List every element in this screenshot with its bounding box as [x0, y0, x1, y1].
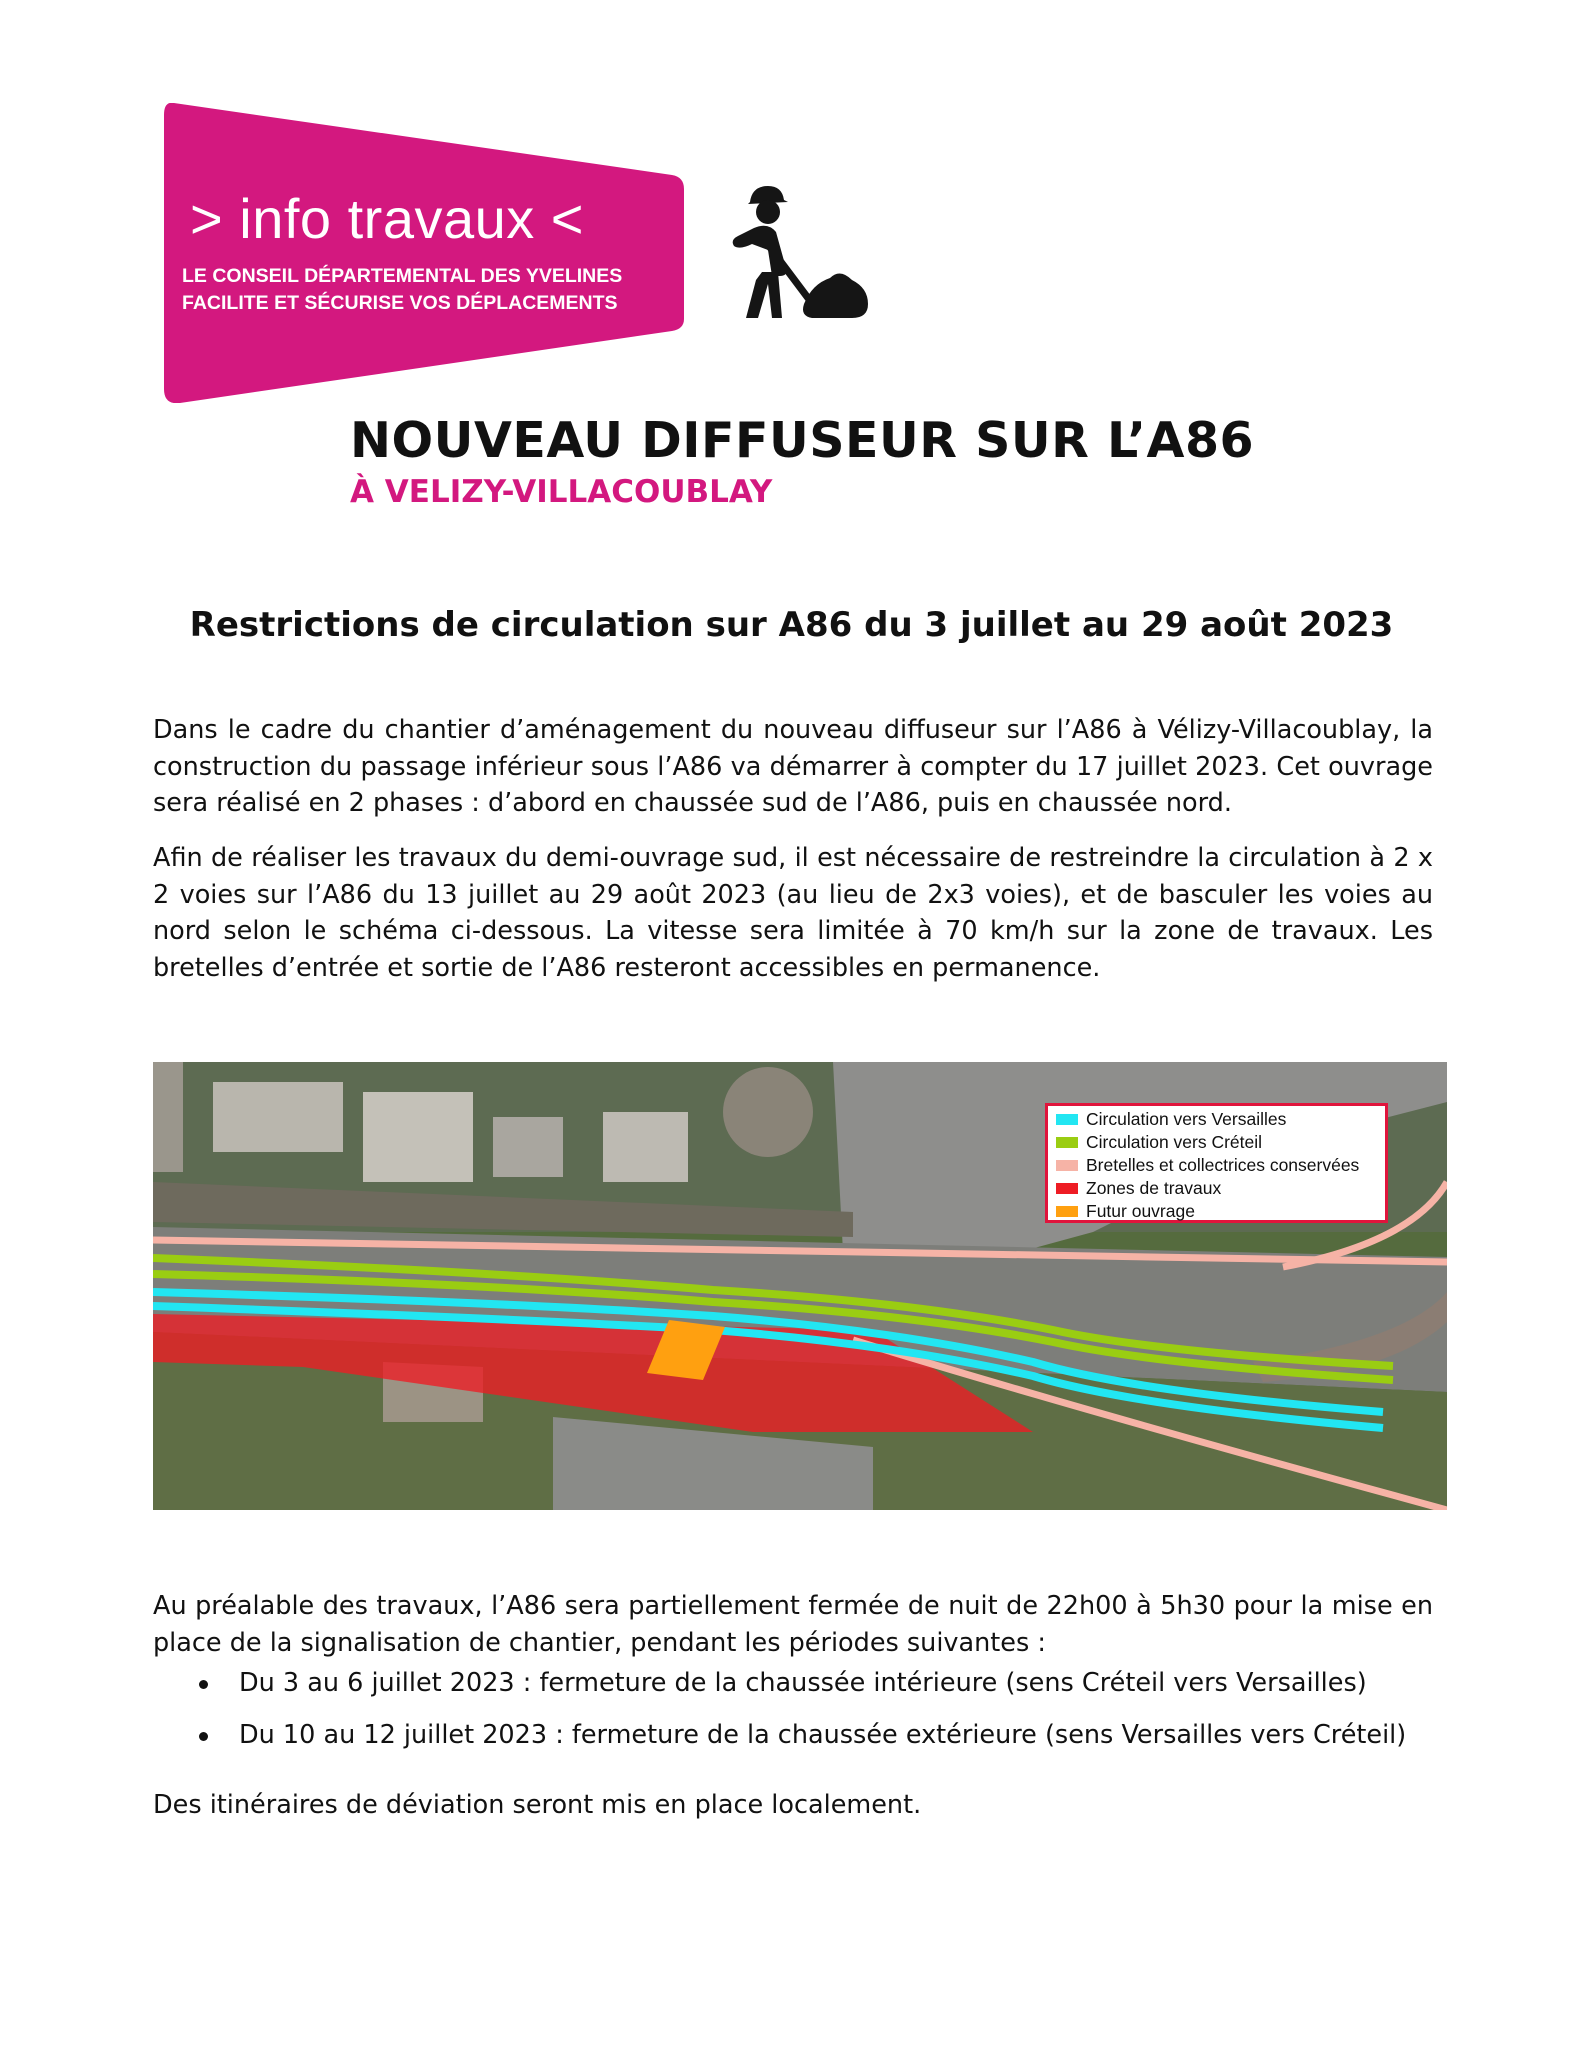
- list-item: Du 3 au 6 juillet 2023 : fermeture de la chaussée intérieure (sens Créteil vers Versailles): [153, 1665, 1443, 1702]
- page-title: NOUVEAU DIFFUSEUR SUR L’A86: [350, 412, 1255, 469]
- legend-item-futur-ouvrage: Futur ouvrage: [1056, 1200, 1195, 1222]
- legend-item-creteil: Circulation vers Créteil: [1056, 1131, 1262, 1153]
- road-worker-icon: [712, 180, 870, 320]
- paragraph-detours: Des itinéraires de déviation seront mis en place localement.: [153, 1790, 922, 1820]
- paragraph-night-closures: Au préalable des travaux, l’A86 sera partiellement fermée de nuit de 22h00 à 5h30 pour la mise en place de la signalisation de chantier, pendant les périodes suivantes :: [153, 1591, 1433, 1658]
- closure-periods-list: [153, 1665, 1443, 1768]
- info-travaux-banner: [164, 103, 684, 403]
- legend-swatch: [1056, 1137, 1078, 1148]
- page-subtitle: À VELIZY-VILLACOUBLAY: [350, 474, 773, 510]
- legend-swatch: [1056, 1206, 1078, 1217]
- legend-swatch: [1056, 1114, 1078, 1125]
- legend-swatch: [1056, 1183, 1078, 1194]
- legend-item-bretelles: Bretelles et collectrices conservées: [1056, 1154, 1359, 1176]
- banner-title: > info travaux <: [190, 187, 585, 250]
- banner-shape: [164, 103, 684, 403]
- banner-subtitle-line1: LE CONSEIL DÉPARTEMENTAL DES YVELINES: [182, 265, 623, 287]
- banner-subtitle-line2: FACILITE ET SÉCURISE VOS DÉPLACEMENTS: [182, 292, 618, 314]
- bullet-icon: [199, 1680, 208, 1689]
- section-heading: Restrictions de circulation sur A86 du 3 juillet au 29 août 2023: [189, 605, 1394, 645]
- legend-item-zones-travaux: Zones de travaux: [1056, 1177, 1221, 1199]
- list-item: Du 10 au 12 juillet 2023 : fermeture de la chaussée extérieure (sens Versailles vers Créteil): [153, 1717, 1443, 1754]
- bullet-icon: [199, 1732, 208, 1741]
- legend-item-versailles: Circulation vers Versailles: [1056, 1108, 1286, 1130]
- legend-swatch: [1056, 1160, 1078, 1171]
- map-legend: [1045, 1103, 1388, 1223]
- paragraph-intro: Dans le cadre du chantier d’aménagement du nouveau diffuseur sur l’A86 à Vélizy-Villacoublay, la construction du passage inférieur sous l’A86 va démarrer à compter du 17 juillet 2023. Cet ouvrage sera réalisé en 2 phases : d’abord en chaussée sud de l’A86, puis en chaussée nord.: [153, 715, 1433, 818]
- paragraph-restrictions: Afin de réaliser les travaux du demi-ouvrage sud, il est nécessaire de restreindre la circulation à 2 x 2 voies sur l’A86 du 13 juillet au 29 août 2023 (au lieu de 2x3 voies), et de basculer les voies au nord selon le schéma ci-dessous. La vitesse sera limitée à 70 km/h sur la zone de travaux. Les bretelles d’entrée et sortie de l’A86 resteront accessibles en permanence.: [153, 843, 1433, 983]
